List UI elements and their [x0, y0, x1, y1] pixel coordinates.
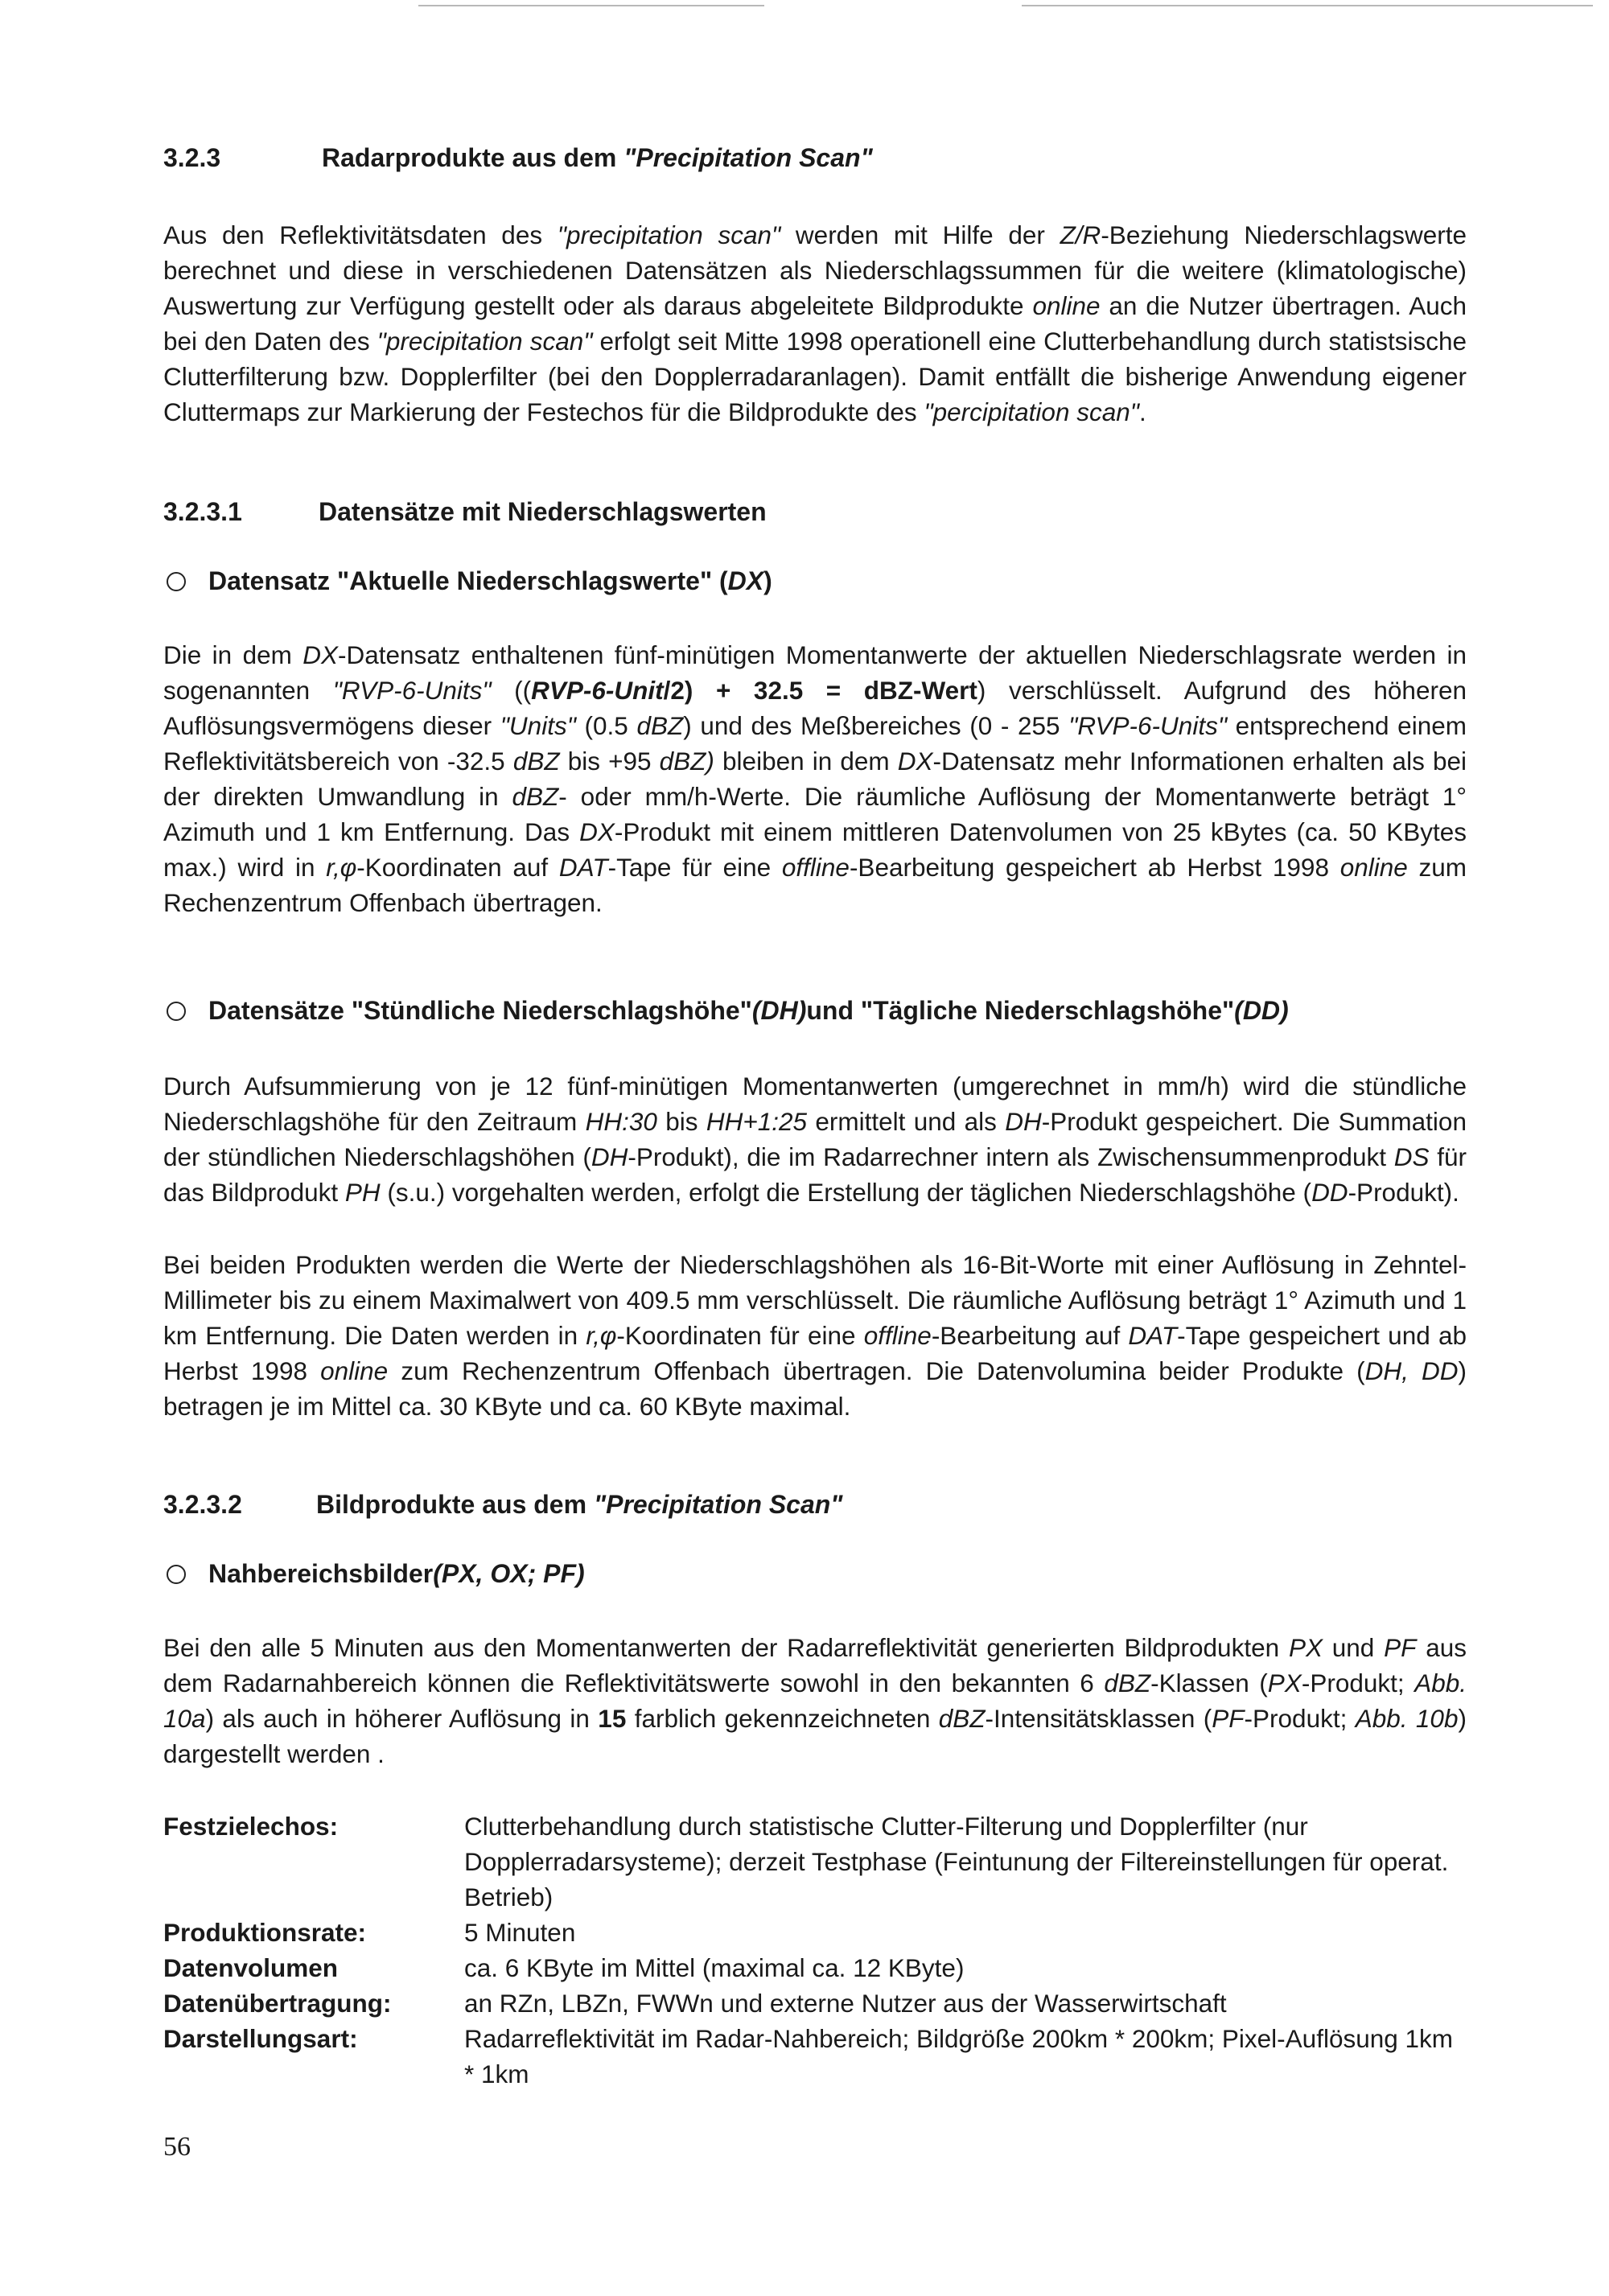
- scan-edge-line: [1022, 5, 1593, 6]
- paragraph-dh-dd-summation: Durch Aufsummierung von je 12 fünf-minütigen Momentanwerten (umgerechnet in mm/h) wird die stündliche Niederschlagshöhe für den Zeitraum HH:30 bis HH+1:25 ermittelt und als DH-Produkt gespeichert. Die Summation der stündlichen Niederschlagshöhen (DH-Produkt), die im Radarrechner intern als Zwischensummenprodukt DS für das Bildprodukt PH (s.u.) vorgehalten werden, erfolgt die Erstellung der täglichen Niederschlagshöhe (DD-Produkt).: [163, 1072, 1467, 1207]
- paragraph-precipitation-scan: Aus den Reflektivitätsdaten des "precipitation scan" werden mit Hilfe der Z/R-Beziehung Niederschlagswerte berechnet und diese in verschiedenen Datensätzen als Niederschlagssummen für die weitere (klimatologische) Auswertung zur Verfügung gestellt oder als daraus abgeleitete Bildprodukte online an die Nutzer übertragen. Auch bei den Daten des "precipitation scan" erfolgt seit Mitte 1998 operationell eine Clutterbehandlung durch statistsische Clutterfilterung bzw. Dopplerfilter (bei den Dopplerradaranlagen). Damit entfällt die bisherige Anwendung eigener Cluttermaps zur Markierung der Festechos für die Bildprodukte des "percipitation scan".: [163, 220, 1467, 426]
- paragraph-dx: Die in dem DX-Datensatz enthaltenen fünf-minütigen Momentanwerte der aktuellen Niederschlagsrate werden in sogenannten "RVP-6-Units" ((RVP-6-Unit/2) + 32.5 = dBZ-Wert) verschlüsselt. Aufgrund des höheren Auflösungsvermögens dieser "Units" (0.5 dBZ) und des Meßbereiches (0 - 255 "RVP-6-Units" entsprechend einem Reflektivitätsbereich von -32.5 dBZ bis +95 dBZ) bleiben in dem DX-Datensatz mehr Informationen erhalten als bei der direkten Umwandlung in dBZ- oder mm/h-Werte. Die räumliche Auflösung der Momentanwerte beträgt 1° Azimuth und 1 km Entfernung. Das DX-Produkt mit einem mittleren Datenvolumen von 25 kBytes (ca. 50 KBytes max.) wird in r,φ-Koordinaten auf DAT-Tape für eine offline-Bearbeitung gespeichert ab Herbst 1998 online zum Rechenzentrum Offenbach übertragen.: [163, 640, 1467, 917]
- section-heading-3-2-3: 3.2.3 Radarprodukte aus dem "Precipitation Scan": [163, 143, 873, 172]
- circle-bullet-icon: [167, 1002, 186, 1021]
- section-heading-3-2-3-2: 3.2.3.2 Bildprodukte aus dem "Precipitation Scan": [163, 1490, 843, 1519]
- definition-row: Festzielechos: Clutterbehandlung durch statistische Clutter-Filterung und Dopplerfilter (nur Dopplerradarsysteme); derzeit Testphase (Feintunung der Filtereinstellungen für operat. Betrieb): [163, 1812, 1449, 1911]
- paragraph-dh-dd-encoding: Bei beiden Produkten werden die Werte der Niederschlagshöhen als 16-Bit-Worte mit einer Auflösung in Zehntel-Millimeter bis zu einem Maximalwert von 409.5 mm verschlüsselt. Die räumliche Auflösung beträgt 1° Azimuth und 1 km Entfernung. Die Daten werden in r,φ-Koordinaten für eine offline-Bearbeitung auf DAT-Tape gespeichert und ab Herbst 1998 online zum Rechenzentrum Offenbach übertragen. Die Datenvolumina beider Produkte (DH, DD) betragen je im Mittel ca. 30 KByte und ca. 60 KByte maximal.: [163, 1250, 1467, 1421]
- product-definition-list: [163, 1808, 1467, 2092]
- bullet-heading-dx: Datensatz "Aktuelle Niederschlagswerte" ( DX ): [163, 566, 772, 596]
- circle-bullet-icon: [167, 1565, 186, 1584]
- definition-row: Darstellungsart: Radarreflektivität im Radar-Nahbereich; Bildgröße 200km * 200km; Pixel-Auflösung 1km * 1km: [163, 2024, 1454, 2088]
- section-heading-3-2-3-1: 3.2.3.1 Datensätze mit Niederschlagswerten: [163, 497, 767, 526]
- bullet-heading-nahbereichsbilder: Nahbereichsbilder (PX, OX; PF): [163, 1559, 585, 1589]
- definition-row: Produktionsrate: 5 Minuten: [163, 1918, 576, 1947]
- bullet-heading-dh-dd: Datensätze "Stündliche Niederschlagshöhe" (DH) und "Tägliche Niederschlagshöhe" (DD): [163, 996, 1289, 1026]
- paragraph-nahbereichsbilder: Bei den alle 5 Minuten aus den Momentanwerten der Radarreflektivität generierten Bildprodukten PX und PF aus dem Radarnahbereich können die Reflektivitätswerte sowohl in den bekannten 6 dBZ-Klassen (PX-Produkt; Abb. 10a) als auch in höherer Auflösung in 15 farblich gekennzeichneten dBZ-Intensitätsklassen (PF-Produkt; Abb. 10b) dargestellt werden .: [163, 1633, 1467, 1768]
- definition-row: Datenübertragung: an RZn, LBZn, FWWn und externe Nutzer aus der Wasserwirtschaft: [163, 1989, 1227, 2018]
- circle-bullet-icon: [167, 572, 186, 591]
- page-number: 56: [163, 2132, 191, 2162]
- definition-row: Datenvolumen ca. 6 KByte im Mittel (maximal ca. 12 KByte): [163, 1953, 965, 1982]
- scan-edge-line: [418, 5, 764, 6]
